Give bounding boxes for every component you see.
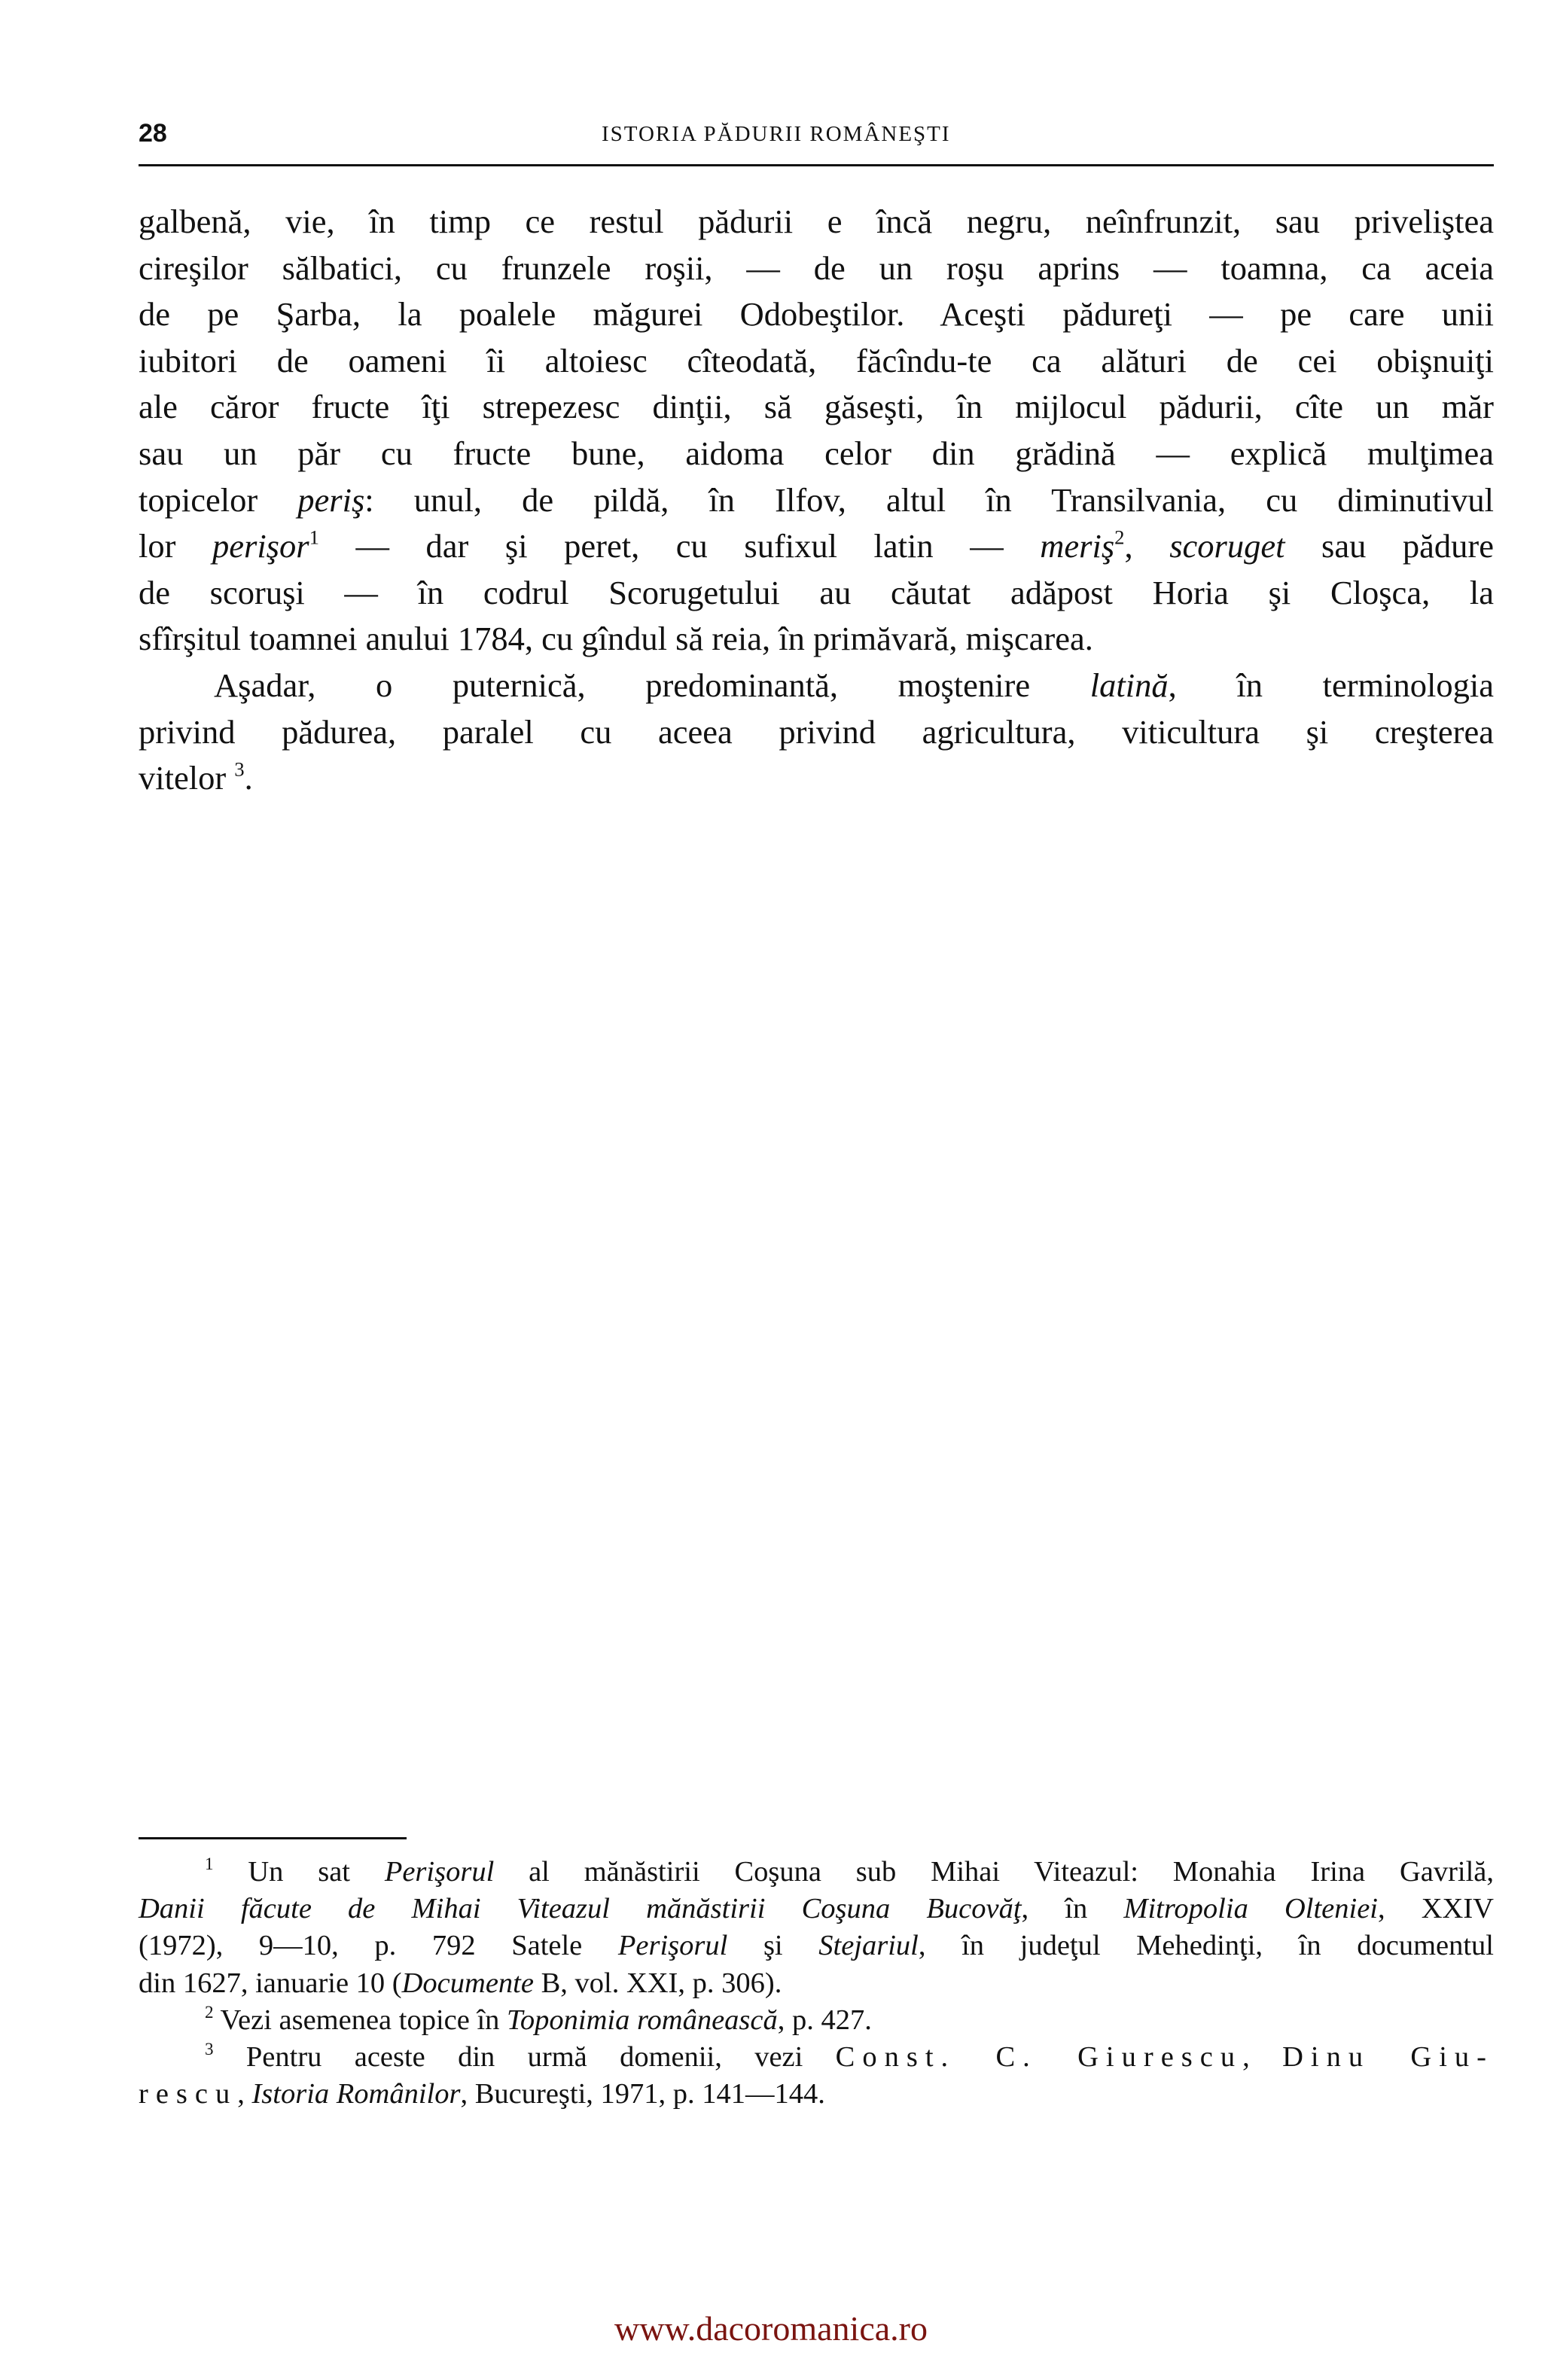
italic-title: Danii făcute de Mihai Viteazul mănăstirii Coşuna Bucovăţ — [139, 1893, 1022, 1925]
footnote-line — [139, 1891, 1494, 1927]
text-run: , p. 427. — [777, 2004, 872, 2036]
text-run: al mănăstirii Coşuna sub Mihai Viteazul: Monahia Irina Gavrilă, — [494, 1856, 1495, 1888]
footnote-ref: 2 — [1114, 526, 1125, 549]
text-run: Un sat — [213, 1856, 385, 1888]
text-run: — dar şi peret, cu sufixul latin — — [318, 527, 1041, 565]
italic-term: Perişorul — [617, 1930, 728, 1962]
page-header — [139, 119, 1494, 166]
body-line: sfîrşitul toamnei anului 1784, cu gîndul să reia, în primăvară, mişcarea. — [139, 620, 1093, 658]
text-run: Vezi asemenea topice în — [213, 2004, 507, 2036]
body-line: de scoruşi — în codrul Scorugetului au căutat adăpost Horia şi Cloşca, la — [139, 573, 1494, 611]
text-run: din 1627, ianuarie 10 ( — [139, 1967, 402, 1999]
footnote-ref: 3 — [234, 757, 245, 781]
italic-term: Perişorul — [384, 1856, 495, 1888]
text-run: topicelor — [139, 480, 298, 519]
text-run: , în — [1021, 1893, 1124, 1925]
footnote-line — [139, 1927, 1494, 1964]
text-run: . — [244, 759, 253, 797]
italic-term: periş — [297, 480, 365, 519]
text-run: sau pădure — [1284, 527, 1495, 565]
italic-term: latină — [1089, 666, 1169, 704]
text-run: şi — [727, 1930, 819, 1962]
text-run: , — [1242, 2040, 1283, 2073]
body-line: ale căror fructe îţi strepezesc dinţii, să găseşti, în mijlocul pădurii, cîte un măr — [139, 388, 1494, 426]
italic-term: perişor — [212, 527, 309, 565]
body-text — [139, 199, 1494, 802]
text-run: , în judeţul Mehedinţi, în documentul — [918, 1930, 1494, 1962]
footnote-divider — [139, 1837, 407, 1839]
footnote-line — [139, 1965, 1494, 2002]
body-line — [139, 477, 1494, 524]
body-line — [139, 663, 1494, 709]
running-title: ISTORIA PĂDURII ROMÂNEŞTI — [602, 122, 951, 146]
text-run: vitelor — [139, 759, 235, 797]
footnote-line — [139, 2039, 1494, 2076]
body-line — [139, 523, 1494, 570]
footnote-line — [139, 2002, 1494, 2039]
body-line: galbenă, vie, în timp ce restul pădurii e încă negru, neînfrunzit, sau priveliştea — [139, 203, 1494, 240]
italic-term: meriş — [1040, 527, 1115, 565]
watermark: www.dacoromanica.ro — [614, 2309, 928, 2348]
page-number: 28 — [139, 119, 167, 148]
footnote-ref: 1 — [309, 526, 319, 549]
text-run: , Bucureşti, 1971, p. 141—144. — [460, 2078, 825, 2110]
footnotes — [139, 1854, 1494, 2113]
text-run: : unul, de pildă, în Ilfov, altul în Transilvania, cu diminutivul — [364, 480, 1494, 519]
author-name: rescu — [139, 2078, 238, 2110]
text-run: lor — [139, 527, 212, 565]
body-line: sau un păr cu fructe bune, aidoma celor din grădină — explică mulţimea — [139, 434, 1494, 472]
text-run: , în terminologia — [1168, 666, 1494, 704]
body-line: cireşilor sălbatici, cu frunzele roşii, — de un roşu aprins — toamna, ca aceia — [139, 248, 1494, 287]
author-name: Const. C. Giurescu — [835, 2040, 1243, 2073]
italic-title: Mitropolia Olteniei — [1123, 1893, 1378, 1925]
body-line: de pe Şarba, la poalele măgurei Odobeştilor. Aceşti pădureţi — pe care unii — [139, 295, 1494, 334]
text-run: Aşadar, o puternică, predominantă, moştenire — [214, 666, 1090, 704]
text-run: , XXIV — [1377, 1893, 1494, 1925]
footnote-number: 1 — [205, 1854, 214, 1873]
italic-term: Stejariul — [818, 1930, 919, 1962]
text-run: (1972), 9—10, p. 792 Satele — [139, 1930, 618, 1962]
body-line: iubitori de oameni îi altoiesc cîteodată, făcîndu-te ca alături de cei obişnuiţi — [139, 341, 1494, 379]
text-run: B, vol. XXI, p. 306). — [533, 1967, 782, 1999]
author-name: Dinu Giu- — [1282, 2040, 1494, 2073]
body-line — [139, 755, 1494, 802]
italic-term: scoruget — [1169, 527, 1285, 565]
italic-title: Istoria Românilor — [251, 2078, 461, 2110]
text-run: , — [1124, 527, 1170, 565]
text-run: , — [237, 2078, 252, 2110]
footnote-line — [139, 2076, 1494, 2113]
italic-title: Toponimia românească — [507, 2004, 778, 2036]
footnote-number: 2 — [205, 2001, 214, 2022]
body-line: privind pădurea, paralel cu aceea privind agricultura, viticultura şi creşterea — [139, 712, 1494, 751]
footnote-line — [139, 1854, 1494, 1891]
text-run: Pentru aceste din urmă domenii, vezi — [213, 2040, 836, 2073]
italic-title: Documente — [401, 1967, 534, 1999]
footnote-number: 3 — [205, 2038, 214, 2059]
